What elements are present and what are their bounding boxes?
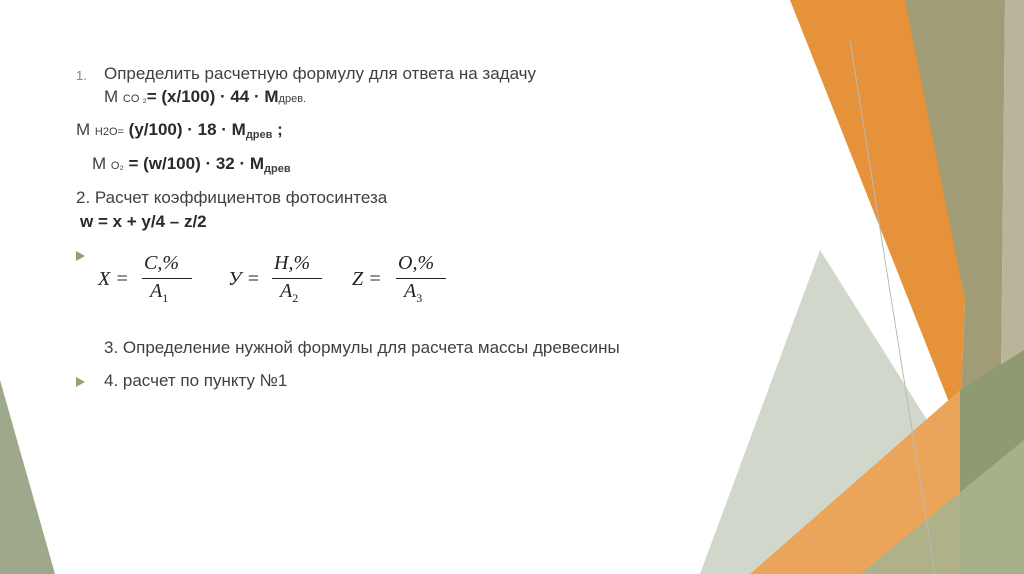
bullet-arrow-icon (76, 377, 85, 387)
formula-o2-sub: O₂ (110, 160, 124, 172)
fraction-y-denominator: $A_2$ (280, 280, 299, 305)
item2-formula: w = x + y/4 – z/2 (80, 212, 207, 231)
bullet-arrow-icon (76, 251, 85, 261)
fraction-x-lhs: X = (98, 268, 129, 290)
fraction-y-bar (272, 278, 322, 279)
left-corner-shape (0, 380, 55, 574)
formula-h2o-tail: ; (272, 120, 283, 139)
item3-text: 3. Определение нужной формулы для расчета массы древесины (104, 338, 620, 357)
formula-o2-expr: = (w/100) · 32 · M (123, 154, 265, 173)
formula-o2-sub2: древ (264, 163, 291, 175)
fraction-z-denominator: $A_3$ (404, 280, 423, 305)
fraction-z-lhs: Z = (352, 268, 382, 290)
formula-h2o-sub: H2O= (94, 126, 124, 138)
fraction-y-lhs: У = (228, 268, 260, 290)
formula-co2 (104, 87, 306, 107)
fraction-x-denominator: $A_1$ (150, 280, 169, 305)
formula-co2-expr: = (x/100) · 44 · M (146, 87, 279, 106)
item1-number: 1. (76, 68, 87, 83)
formula-co2-sub: CO ₂ (122, 93, 147, 105)
formula-co2-m: M (104, 87, 119, 106)
formula-h2o (76, 120, 283, 141)
fraction-y-numerator: H,% (274, 252, 311, 274)
fraction-z-numerator: O,% (398, 252, 435, 274)
item4-text: 4. расчет по пункту №1 (104, 371, 288, 390)
fraction-x-numerator: C,% (144, 252, 179, 274)
fraction-x-bar (142, 278, 192, 279)
fraction-z-bar (396, 278, 446, 279)
formula-o2-m: M (92, 154, 107, 173)
formula-co2-sub2: древ. (278, 93, 307, 105)
formula-h2o-sub2: древ (245, 129, 273, 141)
formula-h2o-expr: (y/100) · 18 · M (123, 120, 246, 139)
formula-o2 (92, 154, 291, 175)
item2-text: 2. Расчет коэффициентов фотосинтеза (76, 188, 388, 207)
formula-h2o-m: M (76, 120, 91, 139)
item1-text: Определить расчетную формулу для ответа на задачу (104, 64, 537, 83)
